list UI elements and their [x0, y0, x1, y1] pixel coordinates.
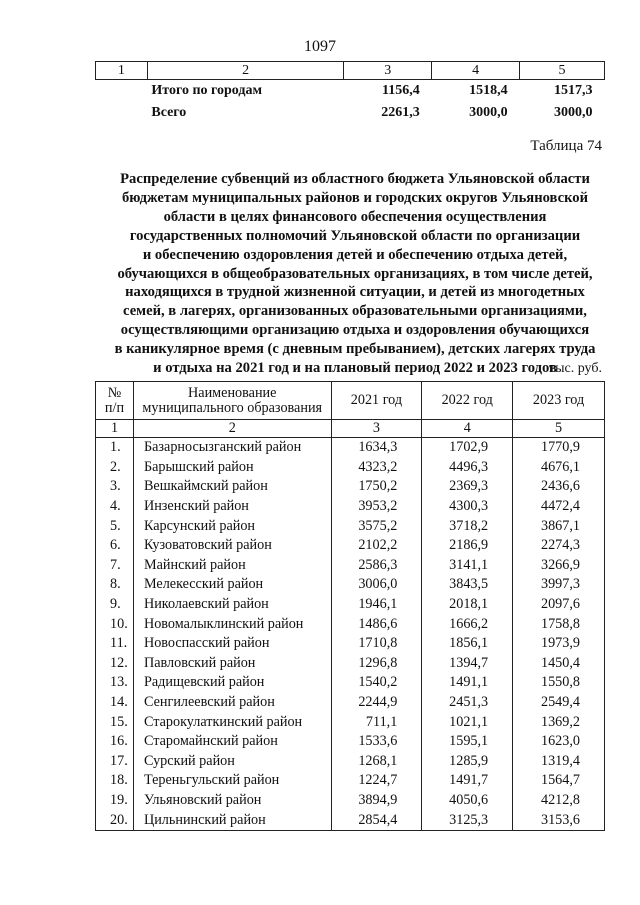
value-2022: 4300,3	[422, 497, 513, 517]
table-row	[96, 438, 605, 458]
value-2021: 1710,8	[331, 634, 422, 654]
value-2022: 1666,2	[422, 614, 513, 634]
municipality-name: Мелекесский район	[133, 575, 331, 595]
value-2023: 4676,1	[513, 458, 605, 478]
column-number-row	[96, 420, 605, 438]
value-2021: 1634,3	[331, 438, 422, 458]
row-label: Итого по городам	[151, 83, 263, 98]
value-2023: 1517,3	[554, 83, 593, 98]
value-2022: 3000,0	[469, 105, 508, 120]
municipality-name: Кузоватовский район	[133, 536, 331, 556]
table-row	[96, 732, 605, 752]
municipality-name: Новомалыклинский район	[133, 614, 331, 634]
row-number: 13.	[96, 673, 134, 693]
value-2022: 2451,3	[422, 693, 513, 713]
value-2021: 1224,7	[331, 771, 422, 791]
cities-total-row	[96, 80, 605, 103]
value-2022: 1595,1	[422, 732, 513, 752]
value-2023: 1564,7	[513, 771, 605, 791]
municipality-name: Павловский район	[133, 654, 331, 674]
value-2022: 1491,1	[422, 673, 513, 693]
municipality-name: Тереньгульский район	[133, 771, 331, 791]
title-line: обучающихся в общеобразовательных организациях, в том числе детей,	[117, 265, 593, 282]
table-row	[96, 791, 605, 811]
municipality-name: Вешкаймский район	[133, 477, 331, 497]
value-2022: 1394,7	[422, 654, 513, 674]
value-2023: 2274,3	[513, 536, 605, 556]
value-2022: 4050,6	[422, 791, 513, 811]
value-2021: 1750,2	[331, 477, 422, 497]
value-2022: 1702,9	[422, 438, 513, 458]
table-row	[96, 595, 605, 615]
row-number: 19.	[96, 791, 134, 811]
title-line: Распределение субвенций из областного бюджета Ульяновской области	[120, 171, 590, 187]
value-2021: 2244,9	[331, 693, 422, 713]
value-2023: 1450,4	[513, 654, 605, 674]
municipality-name: Старокулаткинский район	[133, 712, 331, 732]
value-2022: 4496,3	[422, 458, 513, 478]
table-title	[94, 170, 616, 378]
subsidy-table	[95, 381, 605, 831]
municipality-name: Старомайнский район	[133, 732, 331, 752]
row-number: 12.	[96, 654, 134, 674]
value-2023: 4212,8	[513, 791, 605, 811]
title-line: семей, в лагерях, организованных образовательными организациями,	[123, 303, 587, 320]
column-number-row	[96, 62, 605, 80]
value-2021: 1268,1	[331, 752, 422, 772]
value-2022: 1518,4	[469, 83, 508, 98]
col-number: 4	[432, 62, 520, 80]
value-2023: 1319,4	[513, 752, 605, 772]
row-number: 10.	[96, 614, 134, 634]
value-2022: 2018,1	[422, 595, 513, 615]
value-2023: 1550,8	[513, 673, 605, 693]
row-number: 8.	[96, 575, 134, 595]
row-number: 1.	[96, 438, 134, 458]
value-2022: 2186,9	[422, 536, 513, 556]
value-2021: 2586,3	[331, 556, 422, 576]
row-number: 3.	[96, 477, 134, 497]
col-number: 1	[96, 420, 134, 438]
grand-total-row	[96, 102, 605, 124]
municipality-name: Сенгилеевский район	[133, 693, 331, 713]
value-2021: 1540,2	[331, 673, 422, 693]
row-number: 14.	[96, 693, 134, 713]
value-2021: 1486,6	[331, 614, 422, 634]
value-2023: 2097,6	[513, 595, 605, 615]
continued-table	[95, 61, 605, 124]
page-number: 1097	[304, 38, 336, 55]
value-2023: 3153,6	[513, 810, 605, 830]
table-row	[96, 575, 605, 595]
value-2023: 3266,9	[513, 556, 605, 576]
municipality-name: Радищевский район	[133, 673, 331, 693]
col-number: 1	[96, 62, 148, 80]
value-2021: 1533,6	[331, 732, 422, 752]
value-2023: 2549,4	[513, 693, 605, 713]
value-2023: 1623,0	[513, 732, 605, 752]
col-number: 5	[513, 420, 605, 438]
value-2021: 2102,2	[331, 536, 422, 556]
municipality-name: Карсунский район	[133, 516, 331, 536]
value-2022: 3843,5	[422, 575, 513, 595]
row-number: 16.	[96, 732, 134, 752]
value-2023: 1770,9	[513, 438, 605, 458]
value-2021: 3575,2	[331, 516, 422, 536]
table-row	[96, 477, 605, 497]
col-number: 5	[520, 62, 605, 80]
table-row	[96, 614, 605, 634]
value-2022: 1285,9	[422, 752, 513, 772]
row-number: 5.	[96, 516, 134, 536]
value-2021: 3894,9	[331, 791, 422, 811]
table-number: Таблица 74	[530, 138, 602, 154]
row-number: 18.	[96, 771, 134, 791]
municipality-name: Инзенский район	[133, 497, 331, 517]
col-number: 4	[422, 420, 513, 438]
table-row	[96, 771, 605, 791]
col-number: 3	[344, 62, 432, 80]
value-2022: 3718,2	[422, 516, 513, 536]
header-2021: 2021 год	[331, 382, 422, 420]
title-line: в каникулярное время (с дневным пребыванием), детских лагерях труда	[114, 341, 596, 358]
municipality-name: Николаевский район	[133, 595, 331, 615]
title-line: бюджетам муниципальных районов и городских округов Ульяновской	[122, 189, 588, 206]
row-number: 20.	[96, 810, 134, 830]
col-number: 2	[147, 62, 343, 80]
row-number: 6.	[96, 536, 134, 556]
municipality-name: Майнский район	[133, 556, 331, 576]
value-2022: 1021,1	[422, 712, 513, 732]
municipality-name: Новоспасский район	[133, 634, 331, 654]
table-row	[96, 458, 605, 478]
value-2023: 2436,6	[513, 477, 605, 497]
row-number: 7.	[96, 556, 134, 576]
value-2021: 1296,8	[331, 654, 422, 674]
value-2023: 3997,3	[513, 575, 605, 595]
table-row	[96, 497, 605, 517]
table-row	[96, 752, 605, 772]
row-number: 17.	[96, 752, 134, 772]
table-row	[96, 693, 605, 713]
table-row	[96, 536, 605, 556]
header-municipality: Наименование муниципального образования	[133, 382, 331, 420]
value-2021: 3953,2	[331, 497, 422, 517]
col-number: 2	[133, 420, 331, 438]
value-2021: 2261,3	[381, 105, 420, 120]
table-row	[96, 634, 605, 654]
value-2021: 3006,0	[331, 575, 422, 595]
row-number: 15.	[96, 712, 134, 732]
municipality-name: Барышский район	[133, 458, 331, 478]
value-2023: 3867,1	[513, 516, 605, 536]
value-2023: 1758,8	[513, 614, 605, 634]
title-line: находящихся в трудной жизненной ситуации, и детей из многодетных	[125, 284, 585, 301]
value-2022: 3141,1	[422, 556, 513, 576]
table-row	[96, 712, 605, 732]
value-2021: 2854,4	[331, 810, 422, 830]
title-line: и обеспечению оздоровления детей и обеспечению отдыха детей,	[142, 246, 568, 263]
value-2021: 1156,4	[381, 83, 420, 98]
value-2022: 3125,3	[422, 810, 513, 830]
table-row	[96, 516, 605, 536]
header-row	[96, 382, 605, 420]
value-2021: 1946,1	[331, 595, 422, 615]
header-2022: 2022 год	[422, 382, 513, 420]
value-2022: 1856,1	[422, 634, 513, 654]
title-line: и отдыха на 2021 год и на плановый период 2022 и 2023 годов	[153, 360, 557, 377]
municipality-name: Цильнинский район	[133, 810, 331, 830]
row-number: 9.	[96, 595, 134, 615]
municipality-name: Сурский район	[133, 752, 331, 772]
table-row	[96, 556, 605, 576]
municipality-name: Базарносызганский район	[133, 438, 331, 458]
header-2023: 2023 год	[513, 382, 605, 420]
value-2023: 1973,9	[513, 634, 605, 654]
title-line: осуществляющими организацию отдыха и оздоровления обучающихся	[120, 322, 590, 339]
table-row	[96, 673, 605, 693]
value-2023: 3000,0	[554, 105, 593, 120]
col-number: 3	[331, 420, 422, 438]
title-line: области в целях финансового обеспечения осуществления	[163, 208, 547, 225]
value-2023: 1369,2	[513, 712, 605, 732]
unit-label: тыс. руб.	[549, 361, 602, 376]
table-row	[96, 810, 605, 830]
value-2021: 4323,2	[331, 458, 422, 478]
header-number: № п/п	[96, 382, 134, 420]
value-2022: 1491,7	[422, 771, 513, 791]
row-number: 11.	[96, 634, 134, 654]
municipality-name: Ульяновский район	[133, 791, 331, 811]
title-line: государственных полномочий Ульяновской области по организации	[129, 227, 581, 244]
row-number: 2.	[96, 458, 134, 478]
row-number: 4.	[96, 497, 134, 517]
value-2023: 4472,4	[513, 497, 605, 517]
value-2021: 711,1	[331, 712, 422, 732]
value-2022: 2369,3	[422, 477, 513, 497]
row-label: Всего	[151, 105, 187, 120]
table-row	[96, 654, 605, 674]
